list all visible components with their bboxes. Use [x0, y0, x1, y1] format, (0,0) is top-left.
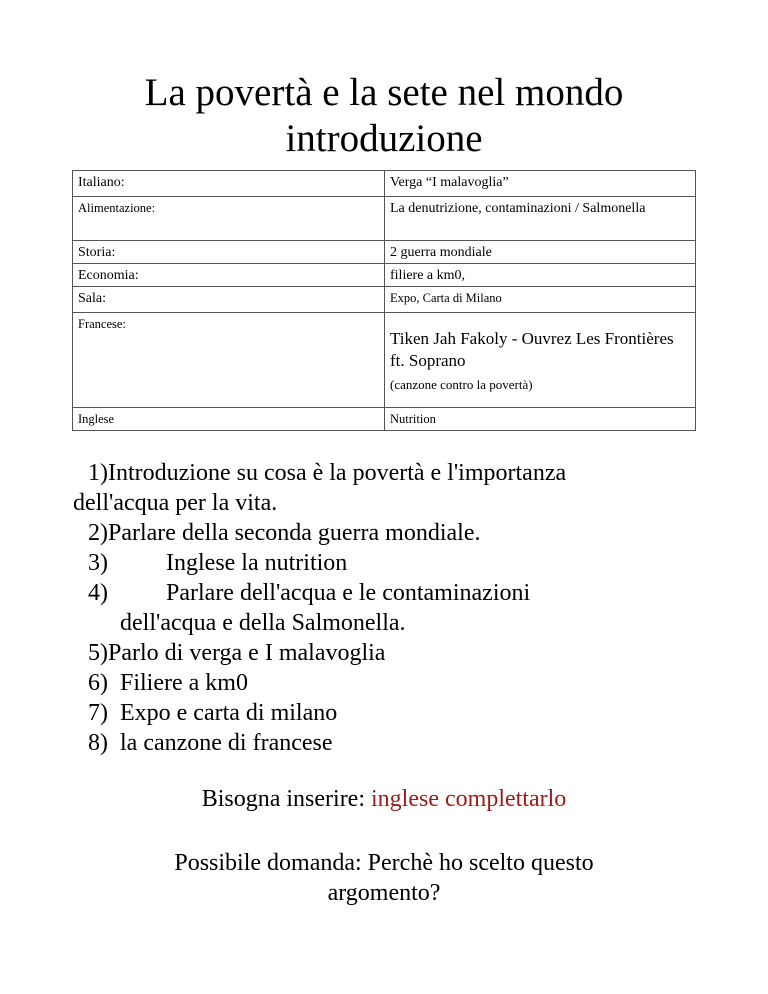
subject-label: Alimentazione:	[78, 201, 156, 215]
list-item-continuation: dell'acqua per la vita.	[73, 490, 278, 516]
topic-cell: Verga “I malavoglia”	[385, 171, 696, 197]
list-item	[0, 578, 768, 608]
list-text: Parlare dell'acqua e le contaminazioni	[166, 580, 531, 606]
question-line-2: argomento?	[327, 880, 441, 906]
subject-cell	[73, 197, 385, 241]
song-title: Tiken Jah Fakoly - Ouvrez Les Frontières ft. Soprano	[390, 329, 674, 370]
table-row	[73, 171, 696, 197]
subject-cell: Sala:	[73, 287, 385, 313]
outline-list	[0, 458, 768, 758]
table-row	[73, 264, 696, 287]
subject-cell	[73, 408, 385, 431]
table-row	[73, 241, 696, 264]
subject-cell: Storia:	[73, 241, 385, 264]
page-title	[60, 70, 708, 162]
list-item: 5)Parlo di verga e I malavoglia	[88, 640, 386, 666]
subject-cell	[73, 313, 385, 408]
topic-cell	[385, 287, 696, 313]
topic-cell	[385, 408, 696, 431]
table-row	[73, 313, 696, 408]
title-line-2: introduzione	[285, 117, 483, 160]
subject-label: Inglese	[78, 412, 115, 426]
topic-label: Expo, Carta di Milano	[390, 291, 502, 305]
insert-value: inglese complettarlo	[371, 786, 567, 812]
title-line-1: La povertà e la sete nel mondo	[144, 71, 624, 114]
subject-cell: Italiano:	[73, 171, 385, 197]
question-line-1: Possibile domanda: Perchè ho scelto questo	[174, 850, 594, 876]
subject-label: Francese:	[78, 317, 126, 331]
list-item	[0, 548, 768, 578]
possible-question	[84, 848, 684, 908]
topic-cell: 2 guerra mondiale	[385, 241, 696, 264]
list-item: 7) Expo e carta di milano	[88, 700, 338, 726]
topic-cell: La denutrizione, contaminazioni / Salmonella	[385, 197, 696, 241]
subject-cell: Economia:	[73, 264, 385, 287]
insert-label: Bisogna inserire:	[201, 786, 366, 812]
list-item-continuation: dell'acqua e della Salmonella.	[120, 610, 406, 636]
topic-cell	[385, 313, 696, 408]
insert-note	[0, 784, 768, 814]
list-item: 2)Parlare della seconda guerra mondiale.	[88, 520, 481, 546]
list-text: Inglese la nutrition	[166, 550, 348, 576]
list-item: 1)Introduzione su cosa è la povertà e l'importanza	[88, 460, 567, 486]
list-item: 6) Filiere a km0	[88, 670, 248, 696]
topic-cell: filiere a km0,	[385, 264, 696, 287]
subjects-table	[72, 170, 696, 431]
song-note: (canzone contro la povertà)	[390, 377, 533, 392]
topic-label: Nutrition	[390, 412, 436, 426]
list-item: 8) la canzone di francese	[88, 730, 333, 756]
table-row	[73, 197, 696, 241]
list-number: 4)	[88, 580, 108, 606]
table-row	[73, 408, 696, 431]
table-row	[73, 287, 696, 313]
list-number: 3)	[88, 550, 108, 576]
